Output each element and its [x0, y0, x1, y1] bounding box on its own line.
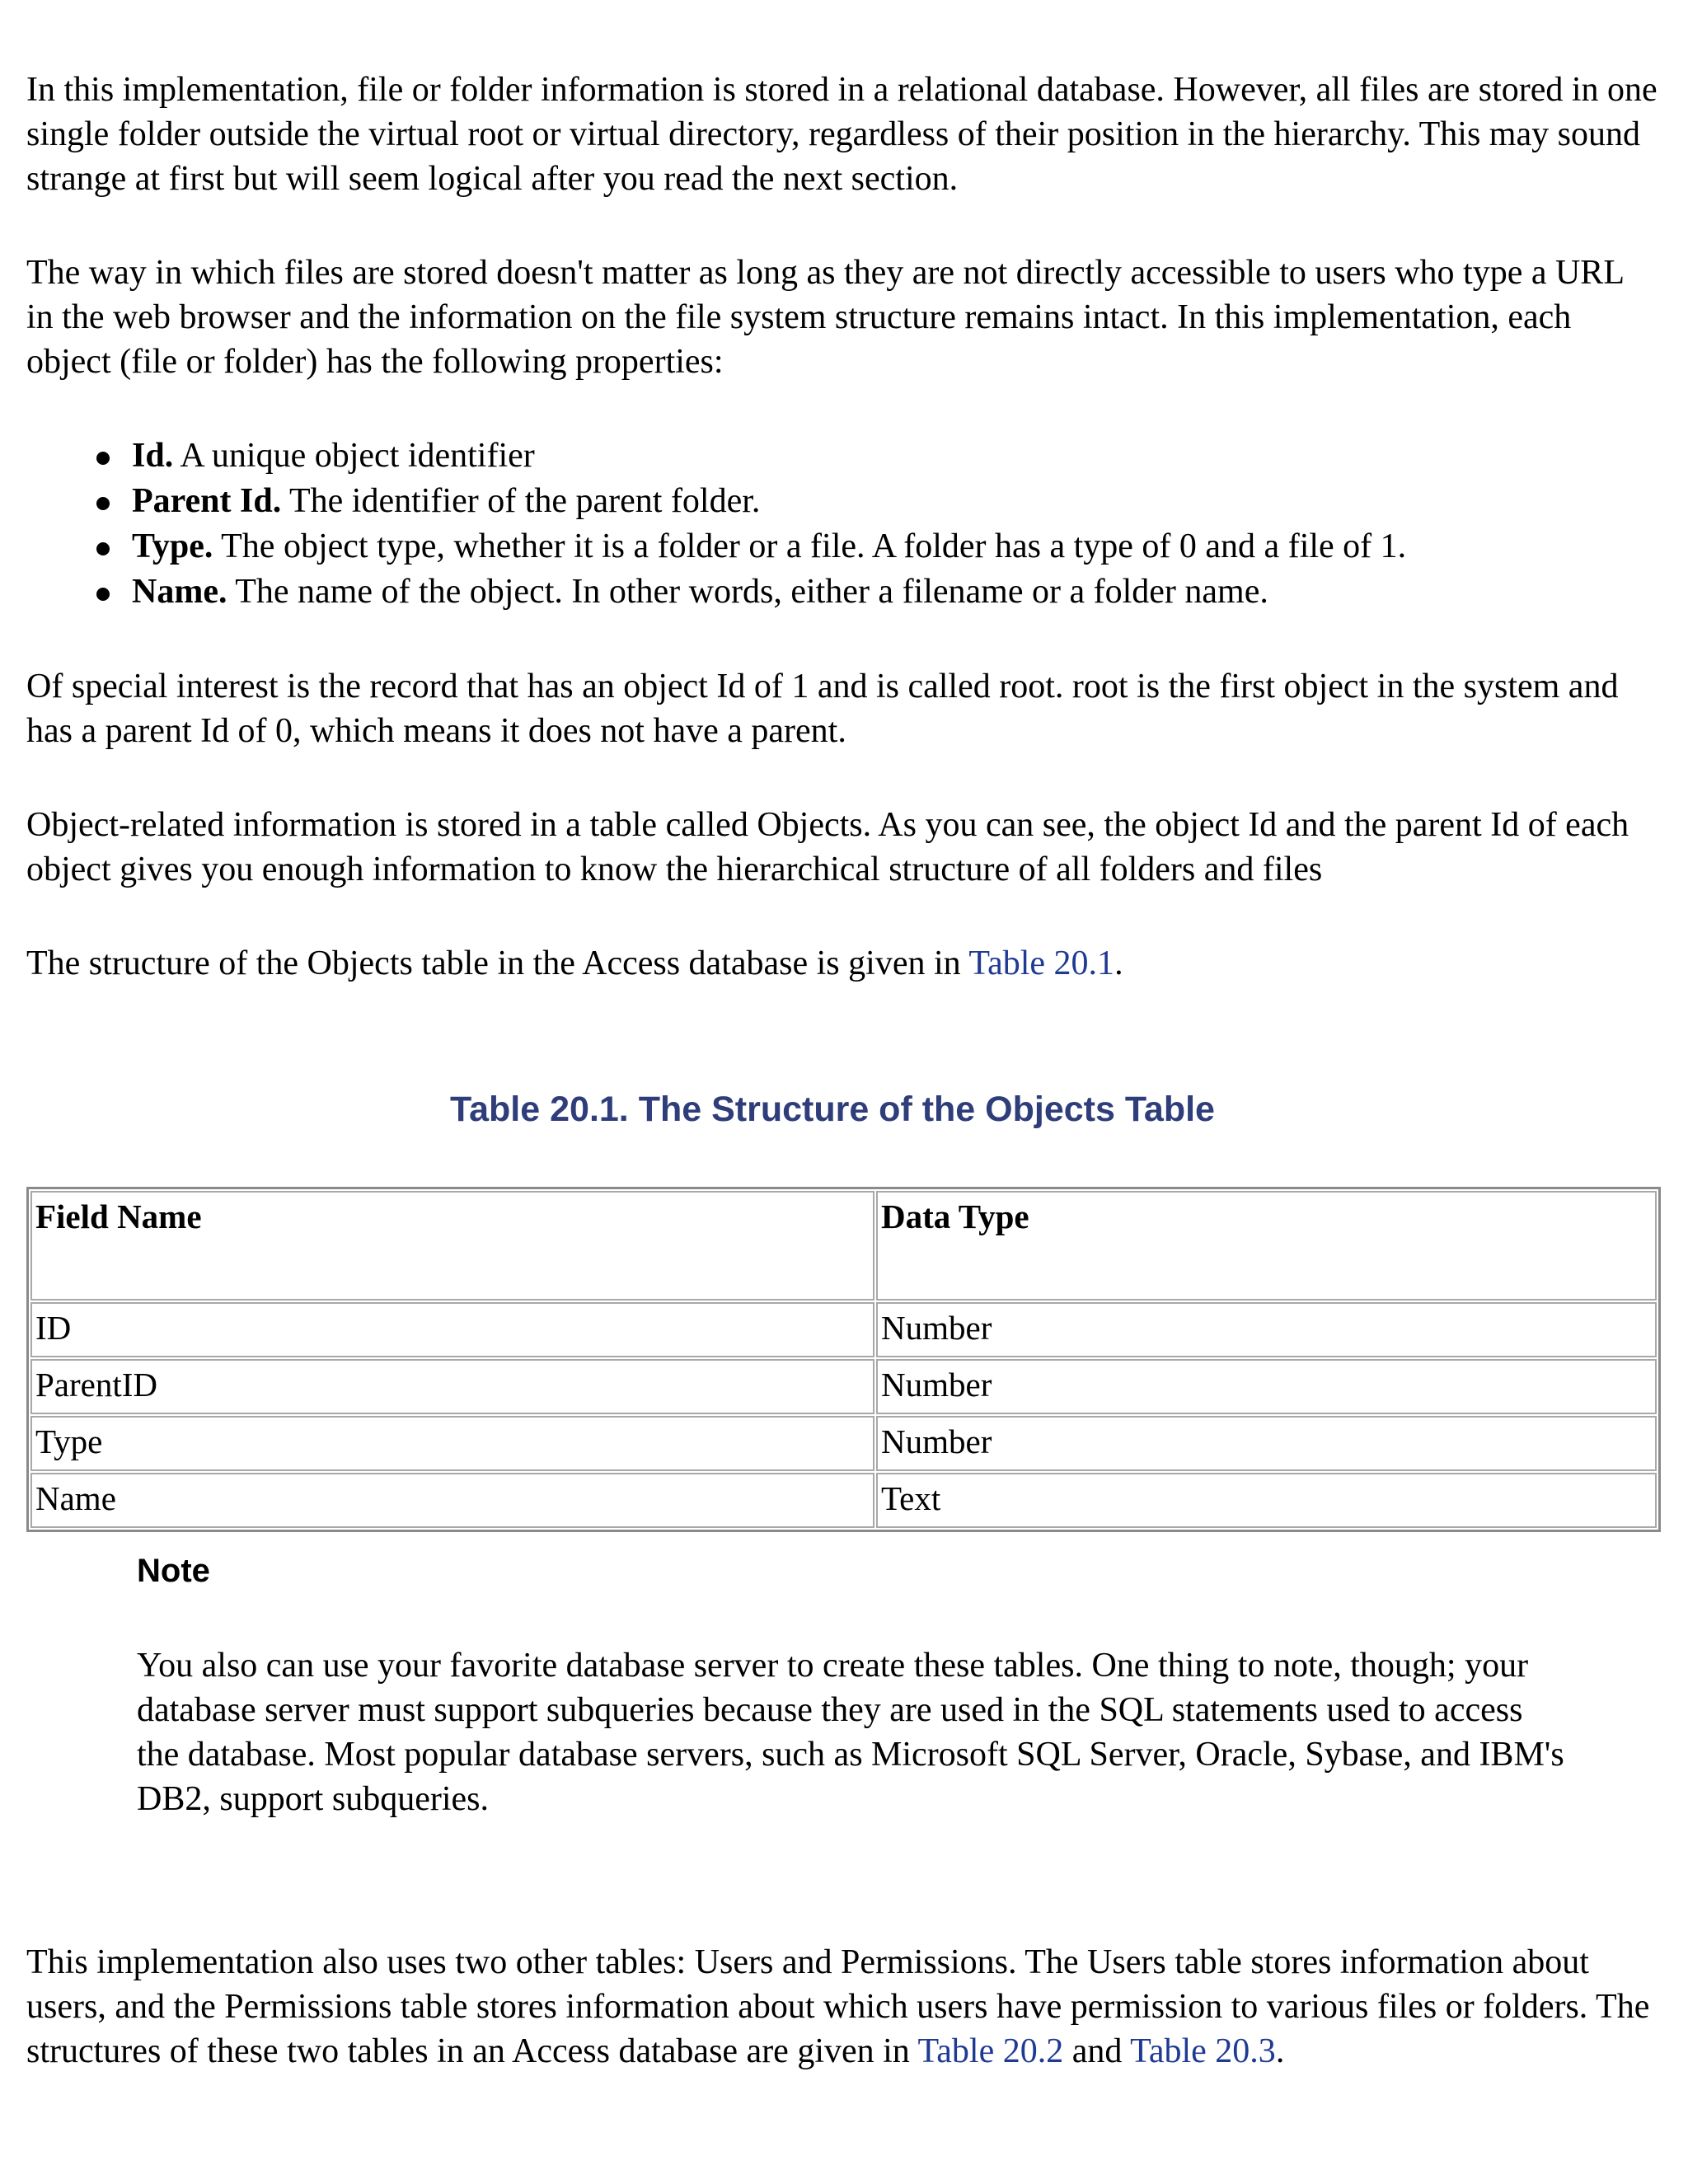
property-desc: A unique object identifier	[173, 437, 535, 475]
paragraph-root-record: Of special interest is the record that has an object Id of 1 and is called root. root is the first object in the system and has a parent Id of 0, which means it does not have a parent.	[26, 668, 1619, 750]
table-20-3-link[interactable]: Table 20.3	[1130, 2032, 1276, 2070]
cell-field-name: Name	[30, 1473, 874, 1528]
table-header-row	[30, 1191, 1657, 1301]
note-heading: Note	[137, 1553, 210, 1589]
header-field-name: Field Name	[30, 1191, 874, 1301]
paragraph-objects-table: Object-related information is stored in a table called Objects. As you can see, the object Id and the parent Id of each object gives you enough information to know the hierarchical structure of all folders and files	[26, 806, 1629, 888]
property-desc: The object type, whether it is a folder or a file. A folder has a type of 0 and a file of 1.	[213, 527, 1407, 565]
header-data-type: Data Type	[876, 1191, 1657, 1301]
list-item	[132, 434, 1658, 479]
table-caption: Table 20.1. The Structure of the Objects Table	[450, 1090, 1215, 1129]
property-desc: The identifier of the parent folder.	[281, 482, 761, 520]
table-row	[30, 1416, 1657, 1471]
paragraph-storage: In this implementation, file or folder information is stored in a relational database. However, all files are stored in one single folder outside the virtual root or virtual directory, regardless of their position in the hierarchy. This may sound strange at first but will seem logical after you read the next section.	[26, 71, 1658, 198]
property-term: Name.	[132, 573, 227, 611]
reference-text: The structure of the Objects table in the Access database is given in	[26, 944, 969, 982]
properties-list	[26, 434, 1658, 615]
cell-field-name: Type	[30, 1416, 874, 1471]
paragraph-other-tables	[26, 1940, 1658, 2074]
other-tables-end: .	[1275, 2032, 1285, 2070]
property-desc: The name of the object. In other words, either a filename or a folder name.	[227, 573, 1268, 611]
property-term: Parent Id.	[132, 482, 282, 520]
table-row	[30, 1473, 1657, 1528]
table-row	[30, 1359, 1657, 1414]
note-box	[137, 1549, 1571, 1821]
objects-structure-table	[26, 1187, 1661, 1532]
document-body	[26, 68, 1658, 986]
other-tables-and: and	[1063, 2032, 1131, 2070]
list-item	[132, 569, 1658, 615]
note-body: You also can use your favorite database server to create these tables. One thing to note, though; your database server must support subqueries because they are used in the SQL statements used to access the database. Most popular database servers, such as Microsoft SQL Server, Oracle, Sybase, and IBM's DB2, support subqueries.	[137, 1647, 1564, 1818]
cell-data-type: Number	[876, 1302, 1657, 1357]
property-term: Id.	[132, 437, 174, 475]
table-20-2-link[interactable]: Table 20.2	[917, 2032, 1064, 2070]
final-section	[26, 1940, 1658, 2074]
paragraph-table-reference	[26, 941, 1658, 986]
property-term: Type.	[132, 527, 213, 565]
table-row	[30, 1302, 1657, 1357]
paragraph-properties-intro: The way in which files are stored doesn't matter as long as they are not directly accessible to users who type a URL in the web browser and the information on the file system structure remains intact. In this implementation, each object (file or folder) has the following properties:	[26, 254, 1624, 381]
list-item	[132, 524, 1658, 569]
cell-data-type: Number	[876, 1416, 1657, 1471]
cell-field-name: ParentID	[30, 1359, 874, 1414]
other-tables-text: This implementation also uses two other tables: Users and Permissions. The Users table stores information about users, and the Permissions table stores information about which users have permission to various files or folders. The structures of these two tables in an Access database are given in	[26, 1943, 1650, 2070]
cell-data-type: Number	[876, 1359, 1657, 1414]
table-20-1-link[interactable]: Table 20.1	[968, 944, 1115, 982]
list-item	[132, 479, 1658, 524]
reference-end: .	[1114, 944, 1123, 982]
cell-field-name: ID	[30, 1302, 874, 1357]
cell-data-type: Text	[876, 1473, 1657, 1528]
